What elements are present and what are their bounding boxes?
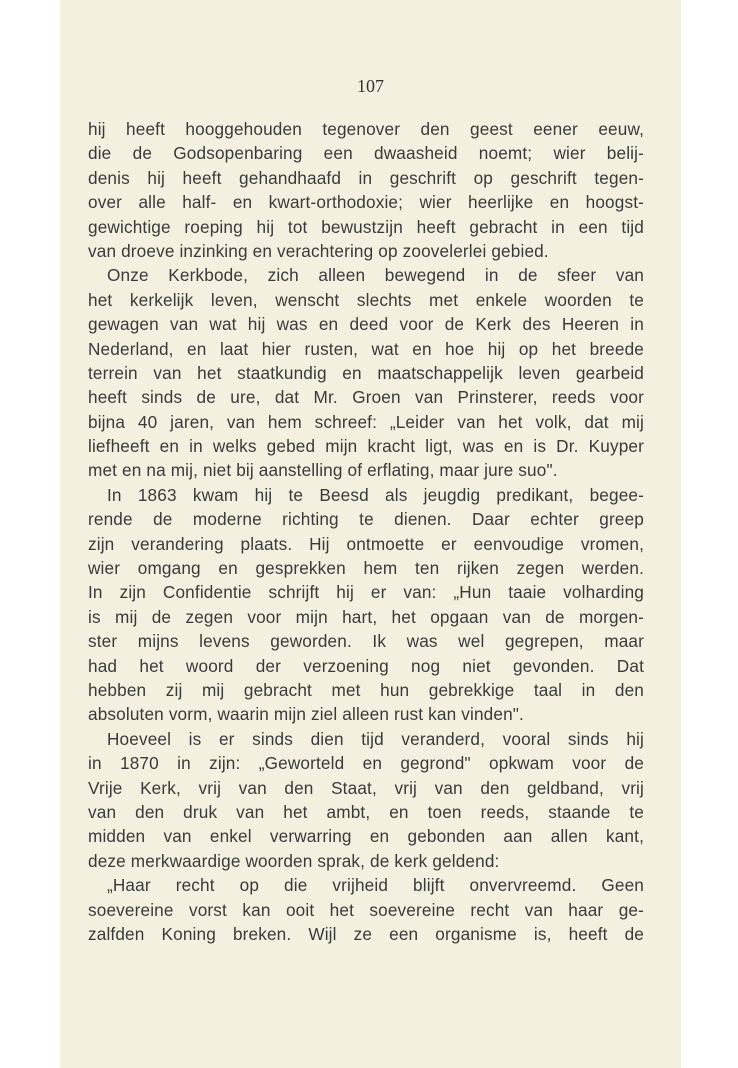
text-line: het kerkelijk leven, wenscht slechts met enkele woorden te [88,289,644,310]
text-line: heeft sinds de ure, dat Mr. Groen van Prinsterer, reeds voor [88,387,644,408]
text-line: In zijn Confidentie schrijft hij er van: „Hun taaie volharding [88,582,644,603]
text-line: in 1870 in zijn: „Geworteld en gegrond" opkwam voor de [88,753,644,774]
text-line: is mij de zegen voor mijn hart, het opgaan van de morgen- [88,606,644,627]
left-margin [0,0,60,1068]
text-line: gewagen van wat hij was en deed voor de Kerk des Heeren in [88,314,644,335]
text-line: over alle half- en kwart-orthodoxie; wier heerlijke en hoogst- [88,192,644,213]
text-line: „Haar recht op die vrijheid blijft onvervreemd. Geen [107,875,644,896]
text-line: In 1863 kwam hij te Beesd als jeugdig predikant, begee- [107,484,644,505]
text-line: had het woord der verzoening nog niet gevonden. Dat [88,655,644,676]
text-line: bijna 40 jaren, van hem schreef: „Leider van het volk, dat mij [88,411,644,432]
text-line: rende de moderne richting te dienen. Daar echter greep [88,509,644,530]
text-line: van droeve inzinking en verachtering op zoovelerlei gebied. [88,240,549,261]
text-line: Nederland, en laat hier rusten, wat en hoe hij op het breede [88,338,644,359]
text-line: hij heeft hooggehouden tegenover den geest eener eeuw, [88,119,644,139]
text-line: liefheeft en in welks gebed mijn kracht ligt, was en is Dr. Kuyper [88,436,644,457]
page-number: 107 [357,76,384,96]
text-line: wier omgang en gesprekken hem ten rijken zegen werden. [88,558,644,579]
text-line: met en na mij, niet bij aanstelling of erflating, maar jure suo". [88,460,558,481]
body-text [88,117,644,946]
text-line: absoluten vorm, waarin mijn ziel alleen rust kan vinden". [88,704,524,725]
text-line: denis hij heeft gehandhaafd in geschrift op geschrift tegen- [88,167,644,188]
text-line: deze merkwaardige woorden sprak, de kerk geldend: [88,850,500,871]
text-line: terrein van het staatkundig en maatschappelijk leven gearbeid [88,362,644,383]
text-line: zalfden Koning breken. Wijl ze een organisme is, heeft de [88,923,644,944]
book-page [60,0,681,1068]
text-line: midden van enkel verwarring en gebonden aan allen kant, [88,826,644,847]
text-line: hebben zij mij gebracht met hun gebrekkige taal in den [88,679,644,700]
text-line: van den druk van het ambt, en toen reeds, staande te [88,801,644,822]
text-line: ster mijns levens geworden. Ik was wel gegrepen, maar [88,631,644,652]
text-line: zijn verandering plaats. Hij ontmoette er eenvoudige vromen, [88,533,644,554]
text-line: die de Godsopenbaring een dwaasheid noemt; wier belij- [88,143,644,164]
text-line: Hoeveel is er sinds dien tijd veranderd, vooral sinds hij [107,728,644,749]
text-line: Onze Kerkbode, zich alleen bewegend in de sfeer van [107,265,644,286]
right-margin [681,0,738,1068]
text-line: gewichtige roeping hij tot bewustzijn heeft gebracht in een tijd [88,216,644,237]
text-line: Vrije Kerk, vrij van den Staat, vrij van den geldband, vrij [88,777,644,798]
text-line: soevereine vorst kan ooit het soevereine recht van haar ge- [88,899,644,920]
